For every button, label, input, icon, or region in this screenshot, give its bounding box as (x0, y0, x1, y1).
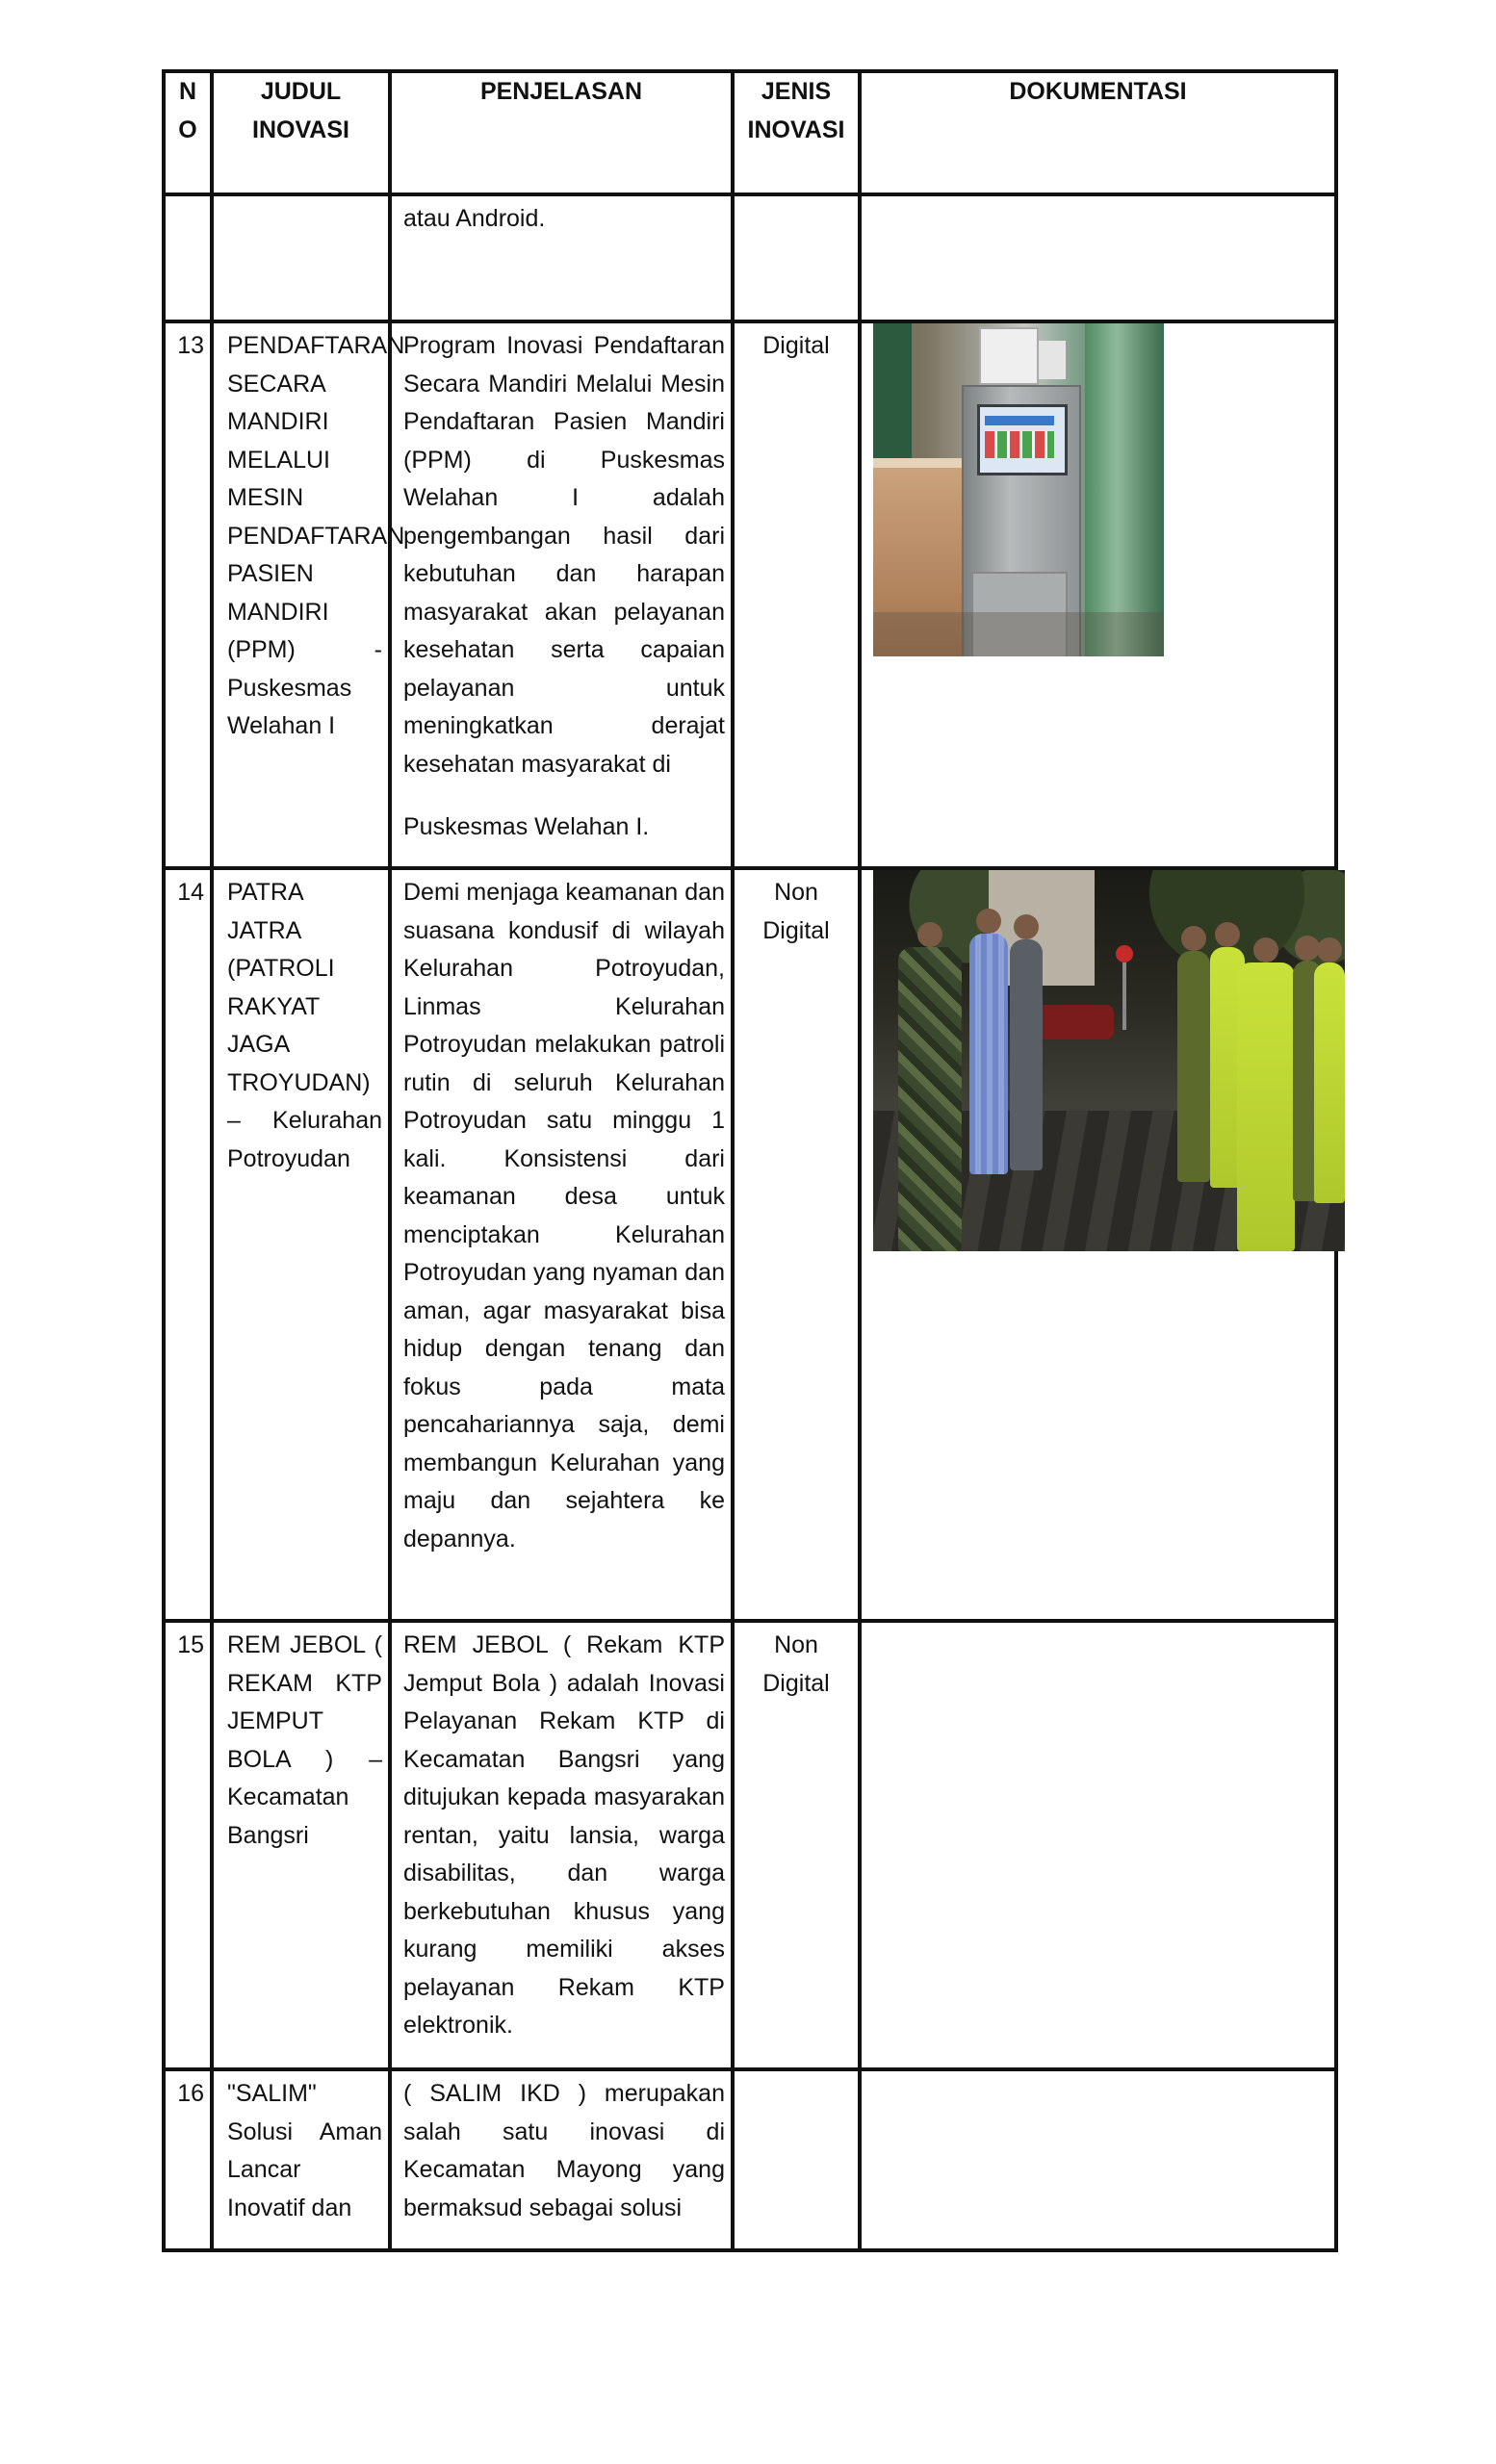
cell-no: 16 (164, 2069, 212, 2250)
penjelasan-text: Program Inovasi Pendaftaran Secara Mandiri Melalui Mesin Pendaftaran Pasien Mandiri (PPM) di Puskesmas Welahan I adalah pengembangan hasil dari kebutuhan dan harapan masyarakat akan pelayanan kesehatan serta capaian pelayanan untuk meningkatkan derajat kesehatan masyarakat di (403, 332, 725, 778)
header-jenis-line2: INOVASI (747, 116, 845, 143)
cell-penjelasan: Demi menjaga keamanan dan suasana kondusif di wilayah Kelurahan Potroyudan, Linmas Kelurahan Potroyudan melakukan patroli rutin di seluruh Kelurahan Potroyudan satu minggu 1 kali. Konsistensi dari keamanan desa untuk menciptakan Kelurahan Potroyudan yang nyaman dan aman, agar masyarakat bisa hidup dengan tenang dan fokus pada mata pencahariannya saja, demi membangun Kelurahan yang maju dan sejahtera ke depannya. (390, 868, 733, 1621)
cell-jenis: Non Digital (733, 1621, 860, 2069)
cell-no (164, 194, 212, 321)
header-judul-line2: INOVASI (252, 116, 349, 143)
table-row (164, 1621, 1336, 2069)
cell-dokumentasi (860, 1621, 1336, 2069)
cell-dokumentasi (860, 868, 1336, 1621)
cell-judul: "SALIM" Solusi Aman Lancar Inovatif dan (212, 2069, 390, 2250)
cell-dokumentasi (860, 194, 1336, 321)
cell-penjelasan: atau Android. (390, 194, 733, 321)
cell-jenis: Digital (733, 321, 860, 868)
cell-dokumentasi (860, 2069, 1336, 2250)
cell-no: 14 (164, 868, 212, 1621)
header-judul-line1: JUDUL (260, 78, 342, 105)
cell-penjelasan (390, 321, 733, 868)
header-no (164, 71, 212, 194)
cell-jenis (733, 194, 860, 321)
header-jenis (733, 71, 860, 194)
cell-jenis (733, 2069, 860, 2250)
table-row (164, 868, 1336, 1621)
header-dokumentasi: DOKUMENTASI (860, 71, 1336, 194)
cell-no: 15 (164, 1621, 212, 2069)
cell-judul: PENDAFTARAN SECARA MANDIRI MELALUI MESIN PENDAFTARAN PASIEN MANDIRI (PPM) - Puskesmas Welahan I (212, 321, 390, 868)
header-no-line1: N (178, 78, 197, 105)
penjelasan-text-extra: Puskesmas Welahan I. (403, 813, 650, 840)
header-no-line2: O (178, 116, 197, 143)
cell-penjelasan: ( SALIM IKD ) merupakan salah satu inovasi di Kecamatan Mayong yang bermaksud sebagai solusi (390, 2069, 733, 2250)
cell-jenis: Non Digital (733, 868, 860, 1621)
innovation-table (162, 69, 1338, 2252)
header-jenis-line1: JENIS (761, 78, 832, 105)
patrol-photo (873, 870, 1345, 1251)
header-judul (212, 71, 390, 194)
cell-judul (212, 194, 390, 321)
cell-judul: PATRA JATRA (PATROLI RAKYAT JAGA TROYUDAN) – Kelurahan Potroyudan (212, 868, 390, 1621)
cell-penjelasan: REM JEBOL ( Rekam KTP Jemput Bola ) adalah Inovasi Pelayanan Rekam KTP di Kecamatan Bangsri yang ditujukan kepada masyarakan rentan, yaitu lansia, warga disabilitas, dan warga berkebutuhan khusus yang kurang memiliki akses pelayanan Rekam KTP elektronik. (390, 1621, 733, 2069)
cell-dokumentasi (860, 321, 1336, 868)
cell-judul: REM JEBOL ( REKAM KTP JEMPUT BOLA ) – Kecamatan Bangsri (212, 1621, 390, 2069)
kiosk-photo (873, 323, 1164, 656)
table-row-continuation (164, 194, 1336, 321)
header-penjelasan: PENJELASAN (390, 71, 733, 194)
table-row (164, 321, 1336, 868)
table-header-row (164, 71, 1336, 194)
table-row (164, 2069, 1336, 2250)
cell-no: 13 (164, 321, 212, 868)
